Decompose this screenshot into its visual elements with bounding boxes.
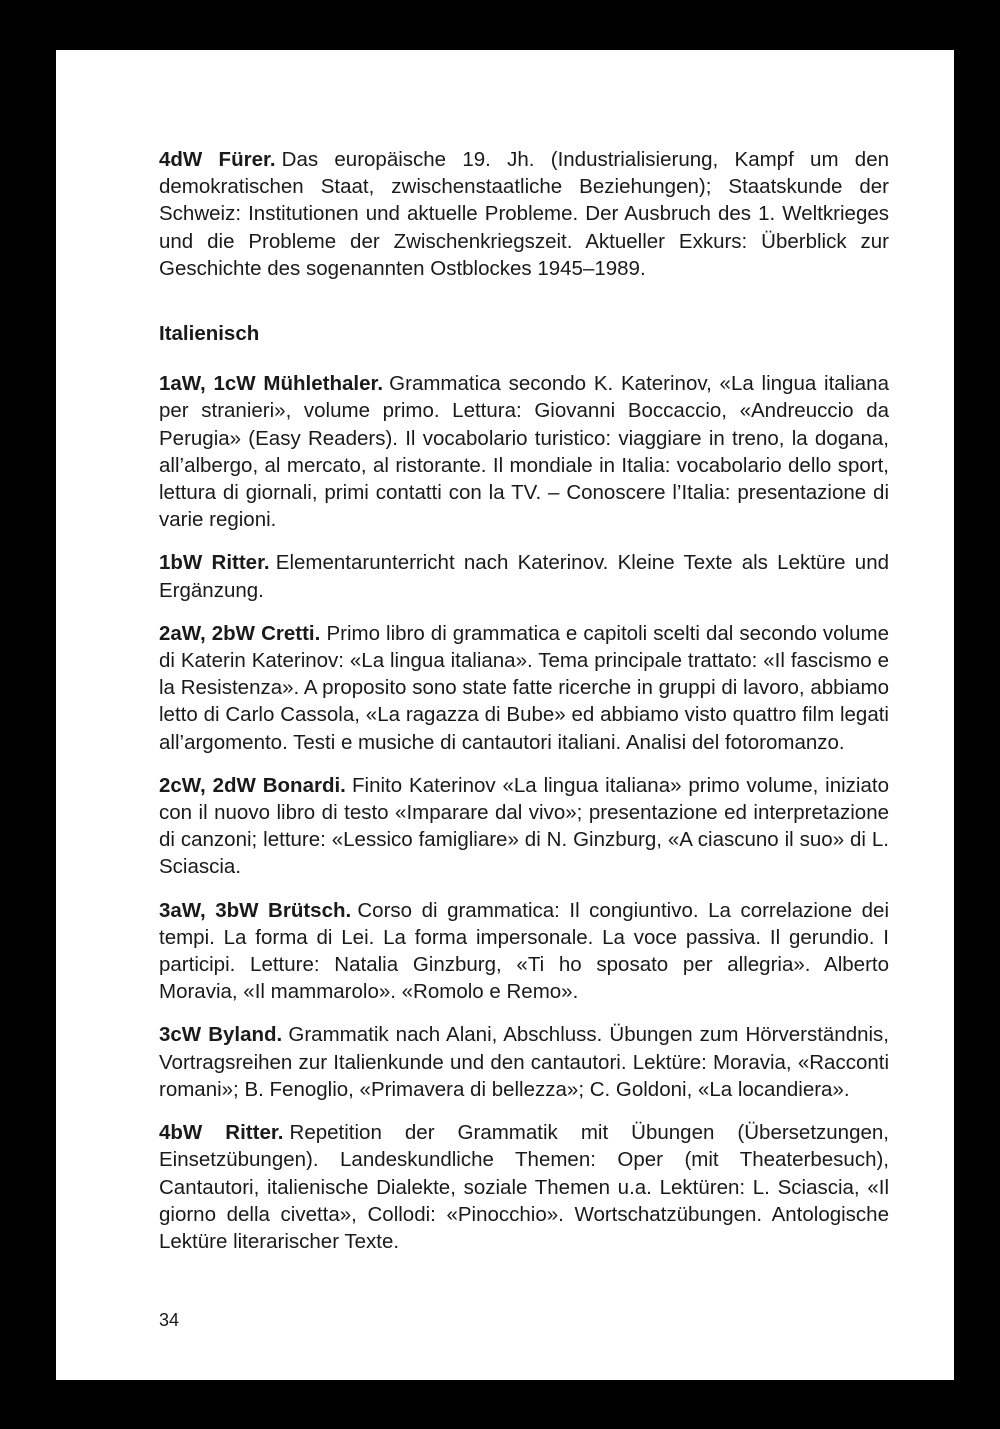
course-entry-text: Grammatica secondo K. Katerinov, «La lingua italiana per stranieri», volume primo. Lettura: Giovanni Boccaccio, «Andreuccio da Perugia» (Easy Readers). Il vocabolario turistico: viaggiare in treno, la dogana, all’albergo, al mercato, al ristorante. Il mondiale in Italia: vocabolario dello sport, lettura di giornali, primi contatti con la TV. – Conoscere l’Italia: presentazione di varie regioni. xyxy=(159,372,889,532)
document-page xyxy=(56,50,954,1380)
course-entry-label: 1bW Ritter. xyxy=(159,551,270,575)
course-entry xyxy=(159,370,889,533)
course-entry-label: 3cW Byland. xyxy=(159,1023,283,1047)
course-entry xyxy=(159,897,889,1006)
page-content xyxy=(159,146,889,1271)
course-entry xyxy=(159,620,889,756)
course-entry-text: Finito Katerinov «La lingua italiana» primo volume, iniziato con il nuovo libro di testo «Imparare dal vivo»; presentazione ed interpretazione di canzoni; letture: «Lessico famigliare» di N. Ginzburg, «A ciascuno il suo» di L. Sciascia. xyxy=(159,773,889,879)
course-entry xyxy=(159,1021,889,1103)
course-entry xyxy=(159,1119,889,1255)
course-entry-text: Das europäische 19. Jh. (Industrialisierung, Kampf um den demokratischen Staat, zwischenstaatliche Beziehungen); Staatskunde der Schweiz: Institutionen und aktuelle Probleme. Der Ausbruch des 1. Weltkrieges und die Probleme der Zwischenkriegszeit. Aktueller Exkurs: Überblick zur Geschichte des sogenannten Ostblockes 1945–1989. xyxy=(159,148,889,280)
course-entry-text: Primo libro di grammatica e capitoli scelti dal secondo volume di Katerin Katerinov: «La lingua italiana». Tema principale trattato: «Il fascismo e la Resistenza». A proposito sono state fatte ricerche in gruppi di lavoro, abbiamo letto di Carlo Cassola, «La ragazza di Bube» ed abbiamo visto quattro film legati all’argomento. Testi e musiche di cantautori italiani. Analisi del fotoromanzo. xyxy=(159,621,890,754)
course-entry xyxy=(159,772,889,881)
course-entry-label: 1aW, 1cW Mühlethaler. xyxy=(159,372,384,396)
course-entry-text: Repetition der Grammatik mit Übungen (Übersetzungen, Einsetzübungen). Landeskundliche Themen: Oper (mit Theaterbesuch), Cantautori, italienische Dialekte, soziale Themen u.a. Lektüren: L. Sciascia, «Il giorno della civetta», Collodi: «Pinocchio». Wortschatzübungen. Antologische Lektüre literarischer Texte. xyxy=(159,1121,889,1253)
page-number: 34 xyxy=(159,1310,180,1330)
course-entry-label: 2cW, 2dW Bonardi. xyxy=(159,773,346,797)
section-heading: Italienisch xyxy=(159,322,260,346)
course-entry-4dw xyxy=(159,146,889,282)
course-entry-label: 4bW Ritter. xyxy=(159,1121,284,1145)
course-entry-label: 2aW, 2bW Cretti. xyxy=(159,621,321,645)
course-entry-label: 3aW, 3bW Brütsch. xyxy=(159,898,352,922)
course-entry-text: Elementarunterricht nach Katerinov. Kleine Texte als Lektüre und Ergänzung. xyxy=(159,551,889,602)
course-entry-text: Grammatik nach Alani, Abschluss. Übungen zum Hörverständnis, Vortragsreihen zur Italienkunde und den cantautori. Lektüre: Moravia, «Racconti romani»; B. Fenoglio, «Primavera di bellezza»; C. Goldoni, «La locandiera». xyxy=(159,1023,890,1101)
course-entry-label: 4dW Fürer. xyxy=(159,148,276,171)
course-entry-text: Corso di grammatica: Il congiuntivo. La correlazione dei tempi. La forma di Lei. La forma impersonale. La voce passiva. Il gerundio. I participi. Letture: Natalia Ginzburg, «Ti ho sposato per allegria». Alberto Moravia, «Il mammarolo». «Romolo e Remo». xyxy=(159,898,890,1004)
course-entry xyxy=(159,549,889,603)
